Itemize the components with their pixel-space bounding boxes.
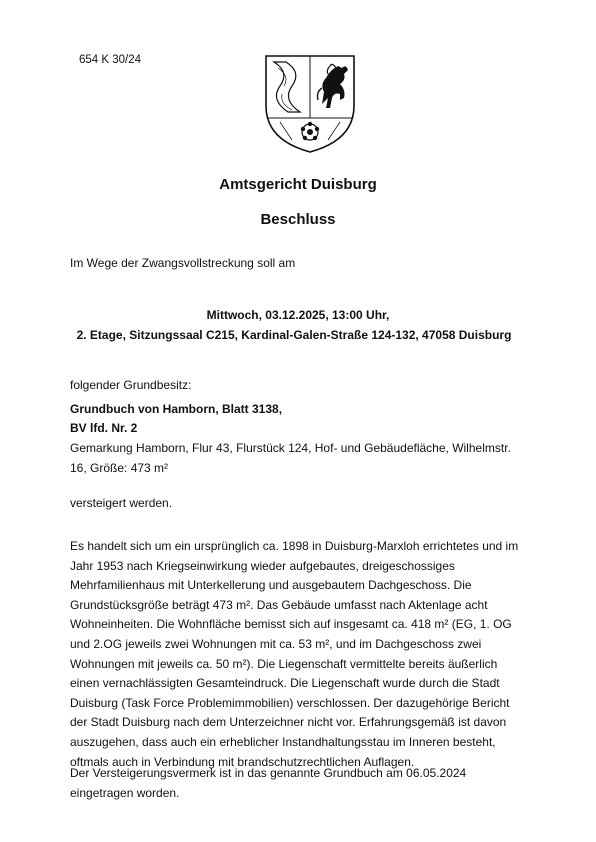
property-description [70,537,536,772]
description-line: Jahr 1953 nach Kriegseinwirkung wieder aufgebautes, dreigeschossiges [70,558,455,573]
parcel-description [70,439,530,478]
description-line: Mehrfamilienhaus mit Unterkellerung und ausgebautem Dachgeschoss. Die [70,578,472,593]
description-line: einen vernachlässigten Gesamteindruck. Die Liegenschaft wurde durch die Stadt [70,676,500,691]
parcel-line: 16, Größe: 473 m² [70,460,169,475]
bv-number: BV lfd. Nr. 2 [70,421,138,435]
case-number: 654 K 30/24 [79,54,142,66]
grundbuch-title: Grundbuch von Hamborn, Blatt 3138, [70,402,283,416]
auction-location: 2. Etage, Sitzungssaal C215, Kardinal-Galen-Straße 124-132, 47058 Duisburg [76,328,512,342]
description-line: der Stadt Duisburg nach dem Unterzeichner nicht vor. Erfahrungsgemäß ist davon [70,715,507,730]
intro-text: Im Wege der Zwangsvollstreckung soll am [70,256,296,270]
court-name: Amtsgericht Duisburg [219,176,377,193]
coat-of-arms-icon [260,48,360,158]
note-line: Der Versteigerungsvermerk ist in das genannte Grundbuch am 06.05.2024 [70,766,467,780]
parcel-line: Gemarkung Hamborn, Flur 43, Flurstück 124, Hof- und Gebäudefläche, Wilhelmstr. [70,441,511,455]
description-line: Duisburg (Task Force Problemimmobilien) verschlossen. Der dazugehörige Bericht [70,695,510,710]
document-title: Beschluss [260,211,336,228]
property-label: folgender Grundbesitz: [70,378,192,392]
auction-statement: versteigert werden. [70,496,173,510]
description-line: oftmals auch in Verbindung mit brandschutzrechtlichen Auflagen. [70,754,415,769]
description-line: Wohneinheiten. Die Wohnfläche bemisst sich auf insgesamt ca. 418 m² (EG, 1. OG [70,617,512,632]
note-line: eingetragen worden. [70,785,180,800]
registration-note [70,764,536,803]
description-line: Wohnungen mit jeweils ca. 50 m²). Die Liegenschaft vermittelte bereits äußerlich [70,656,498,671]
description-line: Es handelt sich um ein ursprünglich ca. 1898 in Duisburg-Marxloh errichtetes und im [70,539,519,553]
description-line: auszugehen, dass auch ein erheblicher Instandhaltungsstau im Inneren besteht, [70,734,496,749]
description-line: Grundstücksgröße beträgt 473 m². Das Gebäude umfasst nach Aktenlage acht [70,597,488,612]
auction-date: Mittwoch, 03.12.2025, 13:00 Uhr, [206,308,390,322]
description-line: und 2.OG jeweils zwei Wohnungen mit ca. 53 m², und im Dachgeschoss zwei [70,636,482,651]
